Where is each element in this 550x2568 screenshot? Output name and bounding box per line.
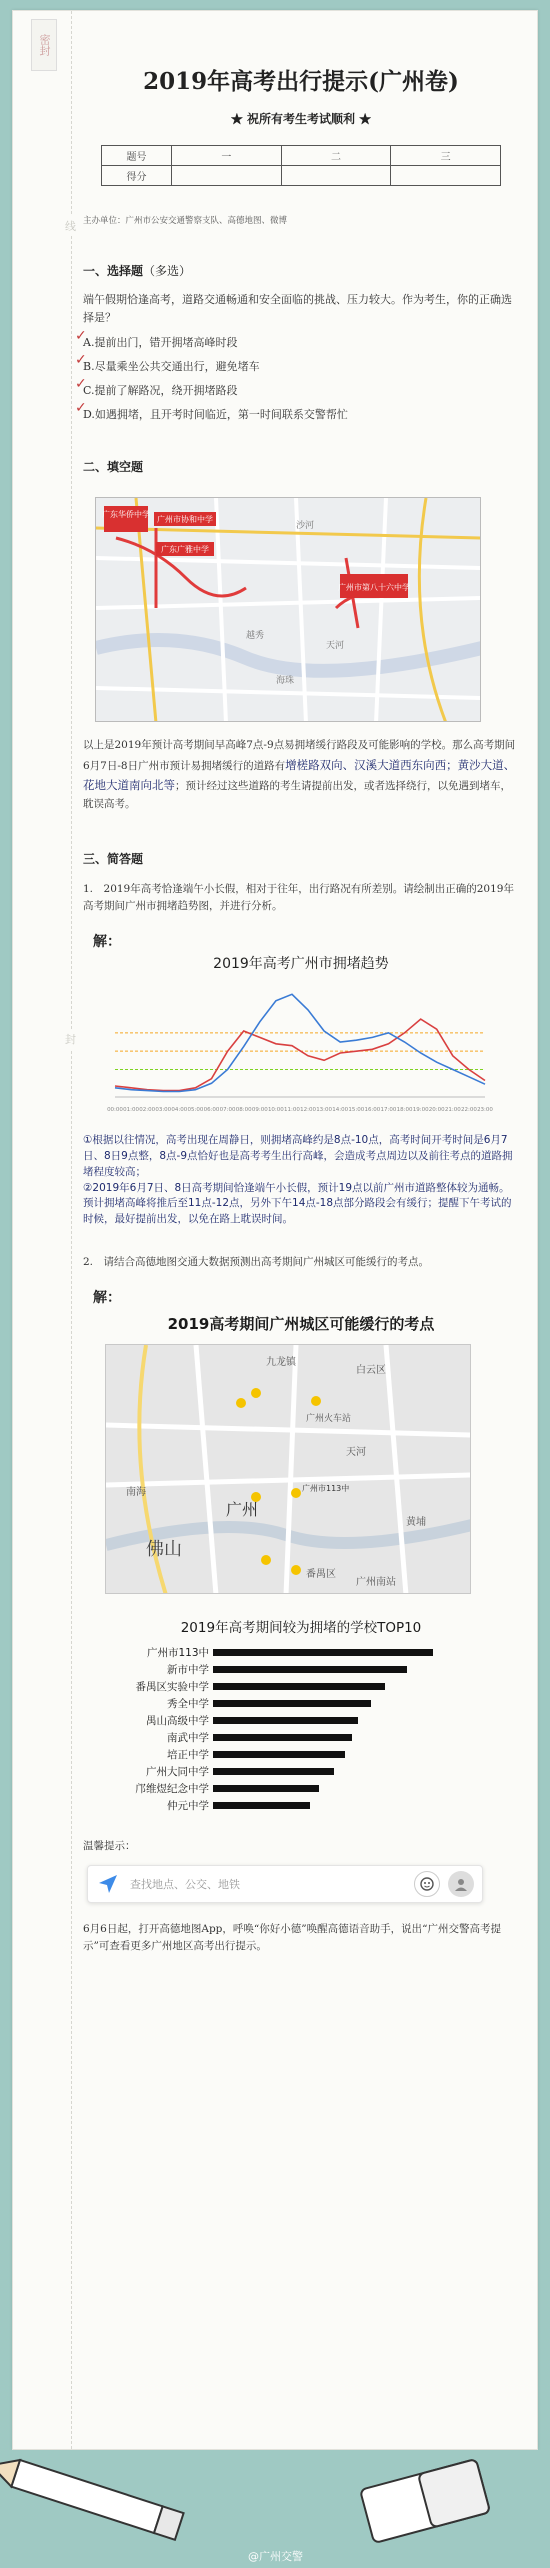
rank-school-label: 禺山高级中学: [146, 1715, 209, 1728]
traffic-map[interactable]: [95, 497, 481, 722]
rank-school-label: 广州大同中学: [146, 1766, 209, 1779]
x-tick-label: 04:00: [171, 1107, 188, 1114]
voice-assistant-icon[interactable]: [414, 1871, 440, 1897]
map-school-2: 广州市协和中学: [157, 515, 213, 525]
rank-chart: [133, 1644, 519, 1814]
map2-label: 广州火车站: [306, 1414, 352, 1425]
x-tick-label: 17:00: [380, 1107, 397, 1114]
rank-row: [133, 1797, 519, 1814]
map-road-label: 越秀: [246, 631, 265, 642]
score-cell: [172, 166, 282, 186]
map2-label: 广州市113中: [302, 1484, 350, 1494]
search-input[interactable]: 查找地点、公交、地铁: [130, 1878, 240, 1892]
page-title: 2019年高考出行提示(广州卷): [143, 68, 459, 95]
traffic-map-graphic: [96, 498, 481, 722]
final-tip: 6月6日起，打开高德地图App，呼唤“你好小德”唤醒高德语音助手，说出“广州交警高考提示”可查看更多广州地区高考出行提示。: [83, 1923, 501, 1953]
rank-bar: [213, 1751, 345, 1758]
rank-school-label: 新市中学: [167, 1664, 209, 1677]
map2-label: 天河: [346, 1447, 366, 1459]
answer-label-2: 解：: [93, 1290, 121, 1307]
x-tick-label: 05:00: [187, 1107, 204, 1114]
rank-bar: [213, 1734, 352, 1741]
fill-in-paragraph: [83, 736, 519, 814]
map2-label: 番禺区: [306, 1569, 336, 1581]
binding-char-2: 封: [65, 1029, 76, 1049]
x-tick-label: 01:00: [123, 1107, 140, 1114]
rank-row: [133, 1661, 519, 1678]
map2-label: 白云区: [356, 1365, 386, 1377]
exam-paper: [12, 10, 538, 2450]
x-tick-label: 06:00: [203, 1107, 220, 1114]
question-1-text: 端午假期恰逢高考，道路交通畅通和安全面临的挑战、压力较大。作为考生，你的正确选择是？: [83, 293, 512, 324]
congestion-map[interactable]: [105, 1344, 471, 1594]
map-road-label: 天河: [326, 641, 345, 652]
question-3-2: 2. 请结合高德地图交通大数据预测出高考期间广州城区可能缓行的考点。: [83, 1255, 430, 1268]
x-tick-label: 10:00: [267, 1107, 284, 1114]
series-line-1: [115, 1019, 485, 1091]
checkmark-icon: ✓: [75, 400, 87, 417]
score-table: [101, 145, 501, 186]
analysis-note-1: ①根据以往情况，高考出现在周静日，则拥堵高峰约是8点-10点，高考时间开考时间是6月7日、8日9点整，8点-9点恰好也是高考考生出行高峰，会造成考点周边以及前往考点的道路拥堵程度较高；: [83, 1134, 513, 1178]
rank-school-label: 广州市113中: [146, 1647, 209, 1660]
map-school-3: 广东广雅中学: [161, 545, 209, 555]
score-cell: 一: [172, 146, 282, 166]
rank-bar: [213, 1802, 310, 1809]
score-cell: [281, 166, 391, 186]
section-1-heading: [83, 262, 519, 279]
analysis-note-2: ②2019年6月7日、8日高考期间恰逢端午小长假，预计19点以前广州市道路整体较为通畅。预计拥堵高峰将推后至11点-12点，另外下午14点-18点部分路段会有缓行；提醒下午考试的时候，最好提前出发，以免在路上耽误时间。: [83, 1181, 512, 1226]
section-3-heading: 三、简答题: [83, 851, 144, 866]
fill-in-text-a: 以上是2019年预计高考期间早高峰7点-9点易拥堵缓行路段及可能影响的学校。那么高考期间6月7日-8日广州市预计易拥堵缓行的道路有: [83, 739, 516, 772]
sponsor-text: 主办单位：广州市公安交通警察支队、高德地图、微博: [83, 216, 288, 226]
user-avatar-icon[interactable]: [448, 1871, 474, 1897]
handwritten-answer: 增槎路双向、汉溪大道西东向西；黄沙大道、花地大道南向北等: [83, 757, 516, 792]
map2-label: 广州: [226, 1500, 259, 1520]
map-road-label: 沙河: [296, 521, 315, 532]
rank-row: [133, 1678, 519, 1695]
x-tick-label: 16:00: [364, 1107, 381, 1114]
score-cell: 三: [391, 146, 501, 166]
option-d[interactable]: [75, 400, 519, 422]
rank-bar: [213, 1683, 385, 1690]
option-b[interactable]: [75, 352, 519, 374]
rank-bar: [213, 1785, 319, 1792]
amap-search-bar[interactable]: [87, 1865, 483, 1903]
x-tick-label: 22:00: [460, 1107, 477, 1114]
score-cell: 题号: [102, 146, 172, 166]
map2-label: 黄埔: [406, 1517, 426, 1529]
navigation-arrow-icon: [96, 1872, 120, 1896]
watermark: @广州交警: [248, 2550, 303, 2563]
rank-school-label: 番禺区实验中学: [135, 1681, 209, 1694]
rank-school-label: 培正中学: [167, 1749, 209, 1762]
x-tick-label: 12:00: [300, 1107, 316, 1114]
map2-label: 广州南站: [356, 1577, 396, 1589]
answer-label: 解：: [93, 934, 121, 951]
map2-label: 佛山: [146, 1539, 182, 1561]
score-row-header: [102, 146, 501, 166]
rank-bar: [213, 1768, 334, 1775]
rank-bar: [213, 1666, 407, 1673]
rank-row: [133, 1729, 519, 1746]
score-row-values: [102, 166, 501, 186]
rank-bar: [213, 1649, 433, 1656]
checkmark-icon: ✓: [75, 376, 87, 393]
map-school-1: 广东华侨中学: [102, 510, 150, 520]
x-tick-label: 21:00: [444, 1107, 461, 1114]
x-tick-label: 11:00: [284, 1107, 300, 1114]
page-subtitle: ★ 祝所有考生考试顺利 ★: [230, 112, 372, 126]
rank-row: [133, 1780, 519, 1797]
x-tick-label: 08:00: [235, 1107, 252, 1114]
rank-row: [133, 1695, 519, 1712]
checkmark-icon: ✓: [75, 328, 87, 345]
rank-chart-title: 2019年高考期间较为拥堵的学校TOP10: [180, 1620, 422, 1637]
map-school-4: 广州市第八十六中学: [338, 583, 410, 593]
congestion-map-title: 2019高考期间广州城区可能缓行的考点: [167, 1315, 435, 1334]
binding-char-1: 线: [65, 216, 76, 236]
rank-bar: [213, 1717, 358, 1724]
section-2-heading: 二、填空题: [83, 460, 144, 475]
x-tick-label: 18:00: [396, 1107, 413, 1114]
analysis-notes: [83, 1133, 519, 1228]
rank-school-label: 邝维煜纪念中学: [135, 1783, 209, 1796]
congestion-map-graphic: [106, 1345, 471, 1594]
tips-label: 温馨提示：: [83, 1840, 136, 1853]
section-1-option-note: （多选）: [143, 264, 192, 278]
x-tick-label: 03:00: [155, 1107, 172, 1114]
rank-school-label: 秀全中学: [167, 1698, 209, 1711]
x-tick-label: 02:00: [139, 1107, 156, 1114]
checkmark-icon: ✓: [75, 352, 87, 369]
x-tick-label: 07:00: [219, 1107, 236, 1114]
rank-row: [133, 1763, 519, 1780]
option-d-label: D.如遇拥堵，且开考时间临近，第一时间联系交警帮忙: [83, 408, 348, 422]
x-tick-label: 09:00: [251, 1107, 268, 1114]
section-1-title: 一、选择题: [83, 264, 144, 278]
x-tick-label: 13:00: [316, 1107, 333, 1114]
score-cell: [391, 166, 501, 186]
option-a-label: A.提前出门，错开拥堵高峰时段: [83, 336, 238, 350]
map-road-label: 海珠: [276, 676, 295, 687]
x-tick-label: 23:00: [477, 1107, 493, 1114]
map2-label: 九龙镇: [266, 1357, 296, 1369]
option-a[interactable]: [75, 328, 519, 350]
rank-row: [133, 1644, 519, 1661]
x-tick-label: 20:00: [428, 1107, 445, 1114]
series-line-2: [115, 995, 485, 1092]
score-cell: 得分: [102, 166, 172, 186]
x-tick-label: 15:00: [348, 1107, 365, 1114]
x-tick-label: 19:00: [412, 1107, 429, 1114]
option-c-label: C.提前了解路况，绕开拥堵路段: [83, 384, 238, 398]
option-c[interactable]: [75, 376, 519, 398]
binding-line: [71, 11, 72, 2449]
fill-in-text-b: ；预计经过这些道路的考生请提前出发，或者选择绕行，以免遇到堵车，耽误高考。: [83, 779, 511, 811]
option-b-label: B.尽量乘坐公共交通出行，避免堵车: [83, 360, 260, 374]
rank-school-label: 仲元中学: [167, 1800, 209, 1813]
seal-tab: 密封: [31, 19, 57, 71]
rank-row: [133, 1712, 519, 1729]
rank-school-label: 南武中学: [167, 1732, 209, 1745]
trend-chart: [95, 979, 495, 1119]
rank-row: [133, 1746, 519, 1763]
trend-chart-title: 2019年高考广州市拥堵趋势: [213, 956, 389, 973]
map2-label: 南海: [126, 1487, 146, 1499]
paper-content: [75, 11, 519, 1956]
x-tick-label: 00:00: [107, 1107, 123, 1114]
score-cell: 二: [281, 146, 391, 166]
question-3-1: 1. 2019年高考恰逢端午小长假，相对于往年，出行路况有所差别。请绘制出正确的2019年高考期间广州市拥堵趋势图，并进行分析。: [83, 882, 514, 912]
rank-bar: [213, 1700, 371, 1707]
x-tick-label: 14:00: [332, 1107, 349, 1114]
